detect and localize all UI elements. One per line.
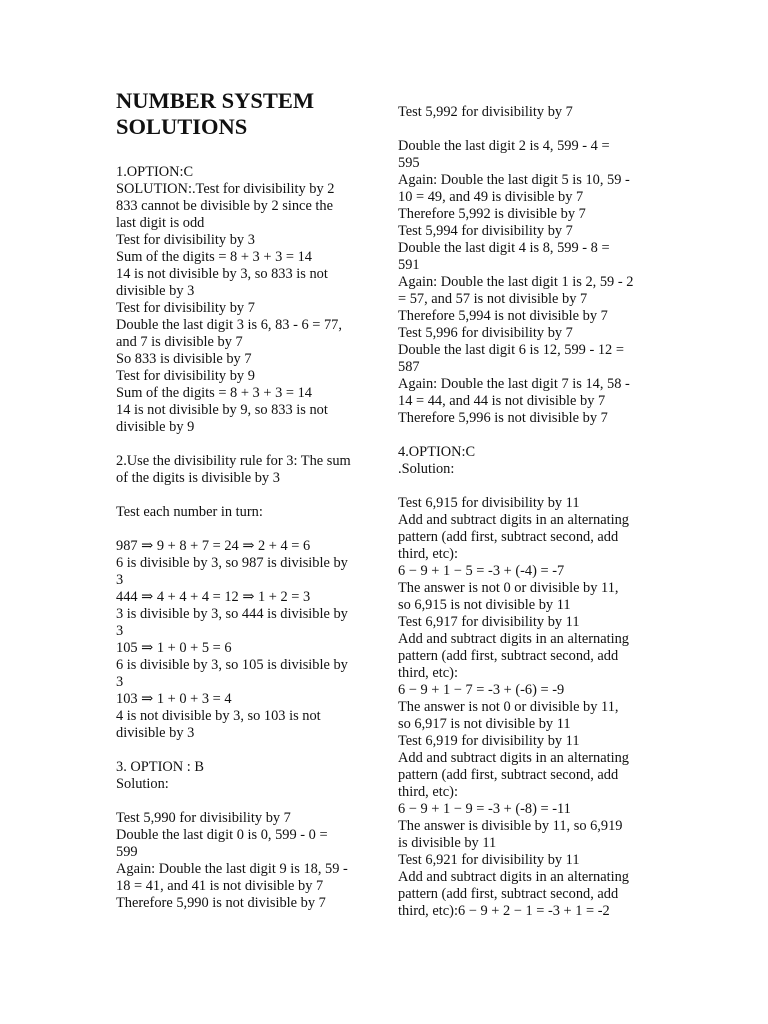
text-line: of the digits is divisible by 3 [116,470,280,486]
text-line: The answer is not 0 or divisible by 11, [398,580,619,596]
text-line: third, etc):6 − 9 + 2 − 1 = -3 + 1 = -2 [398,903,610,919]
text-line: 2.Use the divisibility rule for 3: The sum [116,453,351,469]
text-line: divisible by 3 [116,283,195,299]
text-line: pattern (add first, subtract second, add [398,767,619,783]
text-line: SOLUTION:.Test for divisibility by 2 [116,181,335,197]
text-line: so 6,915 is not divisible by 11 [398,597,571,613]
text-line: The answer is not 0 or divisible by 11, [398,699,619,715]
right-column-heading [398,104,660,121]
text-line: divisible by 9 [116,419,195,435]
text-line: Add and subtract digits in an alternating [398,750,629,766]
text-line: third, etc): [398,546,458,562]
text-line: pattern (add first, subtract second, add [398,648,619,664]
text-line: 1.OPTION:C [116,164,194,180]
text-line: Test for divisibility by 3 [116,232,255,248]
text-line: so 6,917 is not divisible by 11 [398,716,571,732]
text-line: 4 is not divisible by 3, so 103 is not [116,708,321,724]
text-line: Double the last digit 3 is 6, 83 - 6 = 77, [116,317,342,333]
text-line: Test 5,992 for divisibility by 7 [398,104,573,120]
text-line: Test 6,917 for divisibility by 11 [398,614,580,630]
text-line: 14 is not divisible by 9, so 833 is not [116,402,328,418]
blank-line [116,487,378,504]
text-line: Again: Double the last digit 5 is 10, 59 - [398,172,630,188]
text-line: Test 5,994 for divisibility by 7 [398,223,573,239]
text-line: and 7 is divisible by 7 [116,334,243,350]
text-line: .Solution: [398,461,455,477]
text-line: 6 − 9 + 1 − 5 = -3 + (-4) = -7 [398,563,565,579]
text-line: So 833 is divisible by 7 [116,351,252,367]
text-line: 599 [116,844,138,860]
text-line: Solution: [116,776,169,792]
text-line: Test each number in turn: [116,504,263,520]
blank-line [398,478,660,495]
text-line: 987 ⇒ 9 + 8 + 7 = 24 ⇒ 2 + 4 = 6 [116,538,311,554]
text-line: Test for divisibility by 7 [116,300,255,316]
text-line: 833 cannot be divisible by 2 since the [116,198,334,214]
text-line: Therefore 5,996 is not divisible by 7 [398,410,608,426]
text-line: 3 [116,572,124,588]
text-line: Double the last digit 0 is 0, 599 - 0 = [116,827,328,843]
text-line: Again: Double the last digit 7 is 14, 58 - [398,376,630,392]
blank-line [398,427,660,444]
right-column-text [398,138,660,920]
text-line: Again: Double the last digit 1 is 2, 59 - 2 [398,274,634,290]
text-line: Test for divisibility by 9 [116,368,255,384]
text-line: 6 is divisible by 3, so 105 is divisible by [116,657,348,673]
text-line: 3 is divisible by 3, so 444 is divisible by [116,606,348,622]
text-line: last digit is odd [116,215,205,231]
text-line: Therefore 5,992 is divisible by 7 [398,206,586,222]
text-line: Double the last digit 6 is 12, 599 - 12 = [398,342,624,358]
page-title [116,88,378,140]
title-line-2: SOLUTIONS [116,114,248,139]
text-line: divisible by 3 [116,725,195,741]
text-line: 6 − 9 + 1 − 7 = -3 + (-6) = -9 [398,682,565,698]
text-line: 3. OPTION : B [116,759,204,775]
text-line: pattern (add first, subtract second, add [398,529,619,545]
text-line: 591 [398,257,420,273]
text-line: 18 = 41, and 41 is not divisible by 7 [116,878,324,894]
text-line: 6 is divisible by 3, so 987 is divisible by [116,555,348,571]
blank-line [116,436,378,453]
blank-line [116,742,378,759]
text-line: Double the last digit 4 is 8, 599 - 8 = [398,240,610,256]
text-line: Therefore 5,990 is not divisible by 7 [116,895,326,911]
text-line: pattern (add first, subtract second, add [398,886,619,902]
blank-line [116,521,378,538]
text-line: Sum of the digits = 8 + 3 + 3 = 14 [116,385,312,401]
text-line: 587 [398,359,420,375]
blank-line [116,793,378,810]
text-line: = 57, and 57 is not divisible by 7 [398,291,588,307]
text-line: Add and subtract digits in an alternating [398,869,629,885]
text-line: Add and subtract digits in an alternating [398,512,629,528]
text-line: 103 ⇒ 1 + 0 + 3 = 4 [116,691,232,707]
text-line: Again: Double the last digit 9 is 18, 59 - [116,861,348,877]
text-line: Test 6,919 for divisibility by 11 [398,733,580,749]
text-line: third, etc): [398,665,458,681]
text-line: 3 [116,674,124,690]
text-line: Test 5,996 for divisibility by 7 [398,325,573,341]
text-line: 444 ⇒ 4 + 4 + 4 = 12 ⇒ 1 + 2 = 3 [116,589,311,605]
text-line: 4.OPTION:C [398,444,476,460]
text-line: Test 5,990 for divisibility by 7 [116,810,291,826]
text-line: third, etc): [398,784,458,800]
text-line: 14 = 44, and 44 is not divisible by 7 [398,393,606,409]
text-line: Test 6,921 for divisibility by 11 [398,852,580,868]
text-line: Therefore 5,994 is not divisible by 7 [398,308,608,324]
text-line: 6 − 9 + 1 − 9 = -3 + (-8) = -11 [398,801,571,817]
text-line: 3 [116,623,124,639]
text-line: 10 = 49, and 49 is divisible by 7 [398,189,584,205]
text-line: Add and subtract digits in an alternating [398,631,629,647]
text-line: Double the last digit 2 is 4, 599 - 4 = [398,138,610,154]
text-line: Sum of the digits = 8 + 3 + 3 = 14 [116,249,312,265]
text-line: 14 is not divisible by 3, so 833 is not [116,266,328,282]
text-line: The answer is divisible by 11, so 6,919 [398,818,623,834]
text-line: Test 6,915 for divisibility by 11 [398,495,580,511]
text-line: is divisible by 11 [398,835,497,851]
text-line: 105 ⇒ 1 + 0 + 5 = 6 [116,640,232,656]
title-line-1: NUMBER SYSTEM [116,88,315,113]
left-column-text [116,164,378,912]
text-line: 595 [398,155,420,171]
